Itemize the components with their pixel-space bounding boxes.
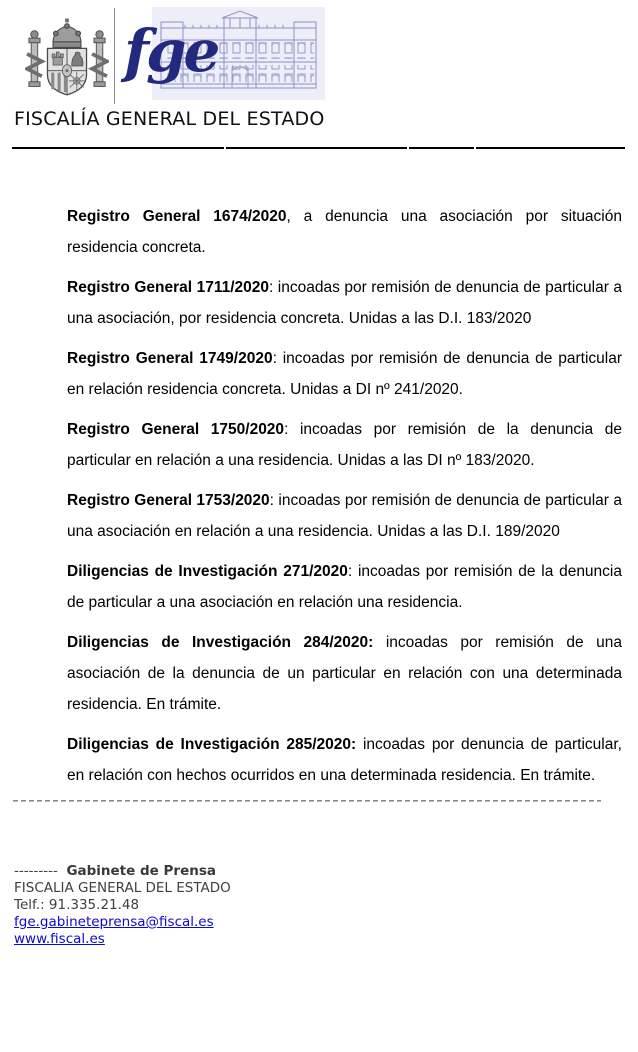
case-title: Registro General 1749/2020 [67,350,273,367]
case-text: : incoadas por remisión de la denuncia de particular a una asociación en relación una residencia. [67,563,622,611]
document-body [67,201,622,791]
case-paragraph [67,556,622,618]
case-title: Registro General 1674/2020 [67,208,287,225]
document-header [0,0,638,150]
case-text: incoadas por remisión de una asociación de la denuncia de un particular en relación con una determinada residencia. En trámite. [67,634,622,713]
signature-dashes: --------- [14,863,67,879]
case-paragraph [67,414,622,476]
case-title: Diligencias de Investigación 284/2020: [67,634,374,651]
case-title: Diligencias de Investigación 285/2020: [67,736,357,753]
logo-divider [114,8,115,104]
press-office-name: Gabinete de Prensa [66,863,216,879]
case-paragraph [67,627,622,720]
spain-coat-of-arms-icon [25,13,109,106]
dashed-separator [13,800,601,802]
case-title: Registro General 1750/2020 [67,421,285,438]
footer-phone: Telf.: 91.335.21.48 [14,897,140,913]
case-text: : incoadas por remisión de denuncia de particular en relación residencia concreta. Unidas a DI nº 241/2020. [67,350,622,398]
case-paragraph [67,201,622,263]
case-paragraph [67,272,622,334]
case-title: Diligencias de Investigación 271/2020 [67,563,348,580]
footer-org-name: FISCALIA GENERAL DEL ESTADO [14,880,231,896]
signature-line [14,863,638,880]
header-rule [12,147,625,149]
email-link[interactable]: fge.gabineteprensa@fiscal.es [14,914,214,930]
case-text: : incoadas por remisión de denuncia de particular a una asociación, por residencia concreta. Unidas a las D.I. 183/2020 [67,279,623,327]
org-title: FISCALÍA GENERAL DEL ESTADO [14,108,325,130]
case-paragraph [67,729,622,791]
case-title: Registro General 1711/2020 [67,279,269,296]
case-text: : incoadas por remisión de denuncia de particular a una asociación en relación a una residencia. Unidas a las D.I. 189/2020 [67,492,622,540]
website-link[interactable]: www.fiscal.es [14,931,105,947]
case-paragraph [67,343,622,405]
case-title: Registro General 1753/2020 [67,492,270,509]
case-paragraph [67,485,622,547]
case-text: incoadas por denuncia de particular, en relación con hechos ocurridos en una determinada residencia. En trámite. [67,736,622,784]
case-text: , a denuncia una asociación por situación residencia concreta. [67,208,622,256]
case-text: : incoadas por remisión de la denuncia de particular en relación a una residencia. Unidas a las DI nº 183/2020. [67,421,622,469]
fge-logo: fge [124,17,218,85]
press-office-signature [14,863,638,948]
